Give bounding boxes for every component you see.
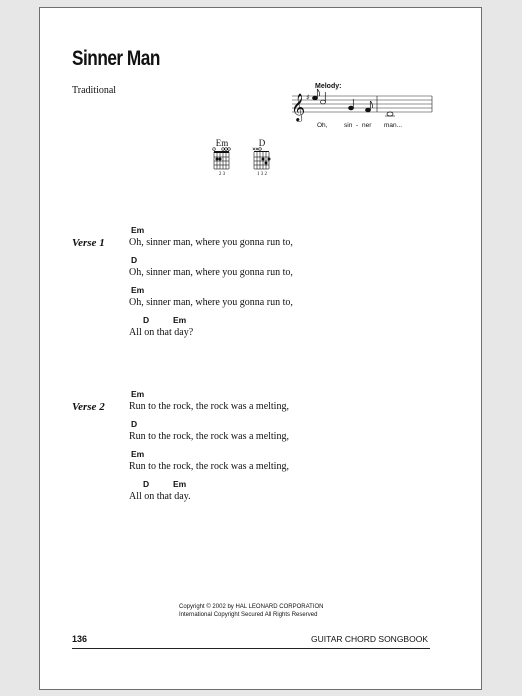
chord-symbol: D — [131, 255, 138, 265]
chord-symbol: Em — [131, 449, 145, 459]
melody-syllable: Oh, — [317, 122, 328, 129]
melody-syllable: - — [356, 122, 359, 129]
sharp-icon: ♯ — [306, 93, 310, 102]
copyright-line: International Copyright Secured All Rights Reserved — [179, 612, 318, 618]
chord-symbol: Em — [173, 479, 187, 489]
treble-clef-icon: 𝄞 — [291, 93, 306, 121]
chord-diagram-name: D — [258, 138, 266, 148]
chord-symbol: D — [131, 419, 138, 429]
chord-symbol: Em — [131, 285, 145, 295]
verse-label: Verse 2 — [72, 401, 105, 413]
lyric-text: Run to the rock, the rock was a melting, — [129, 461, 289, 472]
chord-symbol: Em — [173, 315, 187, 325]
melody-syllable: sin — [344, 122, 353, 129]
chord-symbol: D — [143, 315, 150, 325]
lyric-text: Oh, sinner man, where you gonna run to, — [129, 267, 293, 278]
melody-label: Melody: — [315, 83, 342, 90]
page-number: 136 — [72, 634, 88, 644]
chord-symbol: Em — [131, 225, 145, 235]
melody-syllable: ner — [362, 122, 372, 129]
chord-diagram-name: Em — [215, 138, 229, 148]
lyric-text: All on that day. — [129, 491, 191, 502]
note-d — [366, 108, 371, 112]
note-b — [313, 96, 318, 100]
chord-fingering: 1 3 2 — [257, 172, 267, 177]
song-title: Sinner Man — [72, 47, 160, 70]
melody-staff — [286, 82, 434, 122]
chord-fingering: 2 3 — [218, 172, 226, 177]
chord-symbol: D — [143, 479, 150, 489]
melody-excerpt — [286, 82, 434, 132]
copyright-notice — [179, 603, 419, 619]
composer-credit: Traditional — [72, 85, 117, 96]
note-c-whole — [387, 112, 393, 116]
sheet-page — [39, 7, 482, 690]
lyric-text: Run to the rock, the rock was a melting, — [129, 431, 289, 442]
note-g-half — [321, 100, 326, 104]
book-title: GUITAR CHORD SONGBOOK — [311, 634, 428, 644]
chord-grid — [250, 147, 274, 172]
lyric-text: All on that day? — [129, 327, 194, 338]
chord-diagrams — [208, 138, 278, 183]
melody-syllable: man... — [384, 122, 403, 129]
lyric-text: Oh, sinner man, where you gonna run to, — [129, 237, 293, 248]
verse-label: Verse 1 — [72, 237, 105, 249]
lyric-text: Oh, sinner man, where you gonna run to, — [129, 297, 293, 308]
copyright-line: Copyright © 2002 by HAL LEONARD CORPORATION — [179, 604, 324, 610]
note-e — [349, 106, 354, 110]
footer-divider — [72, 648, 430, 649]
chord-symbol: Em — [131, 389, 145, 399]
chord-grid — [210, 147, 234, 172]
lyric-text: Run to the rock, the rock was a melting, — [129, 401, 289, 412]
